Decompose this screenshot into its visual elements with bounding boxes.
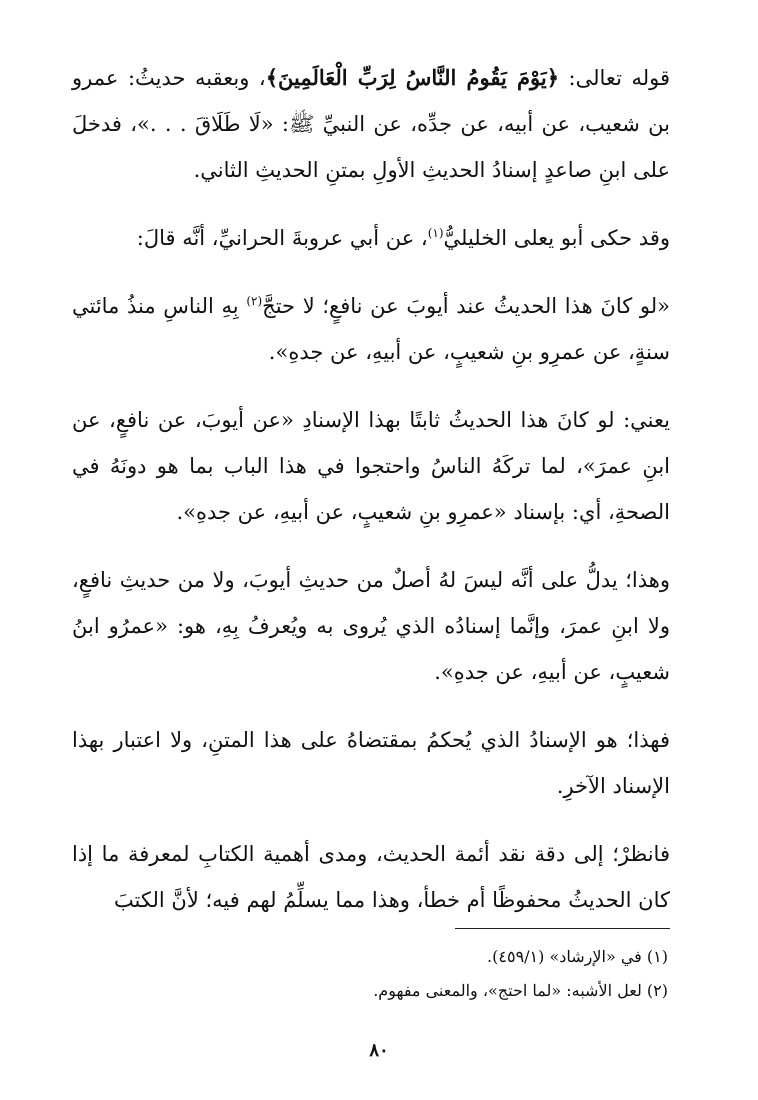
paragraph-7: فانظرْ؛ إلى دقة نقد أئمة الحديث، ومدى أهمية الكتابِ لمعرفة ما إذا كان الحديثُ محفوظًا أم خطأ، وهذا مما يسلِّمُ لهم فيه؛ لأنَّ الكتبَ [72, 842, 670, 912]
paragraph-2 [72, 215, 670, 261]
paragraph-6: فهذا؛ هو الإسنادُ الذي يُحكمُ بمقتضاهُ على هذا المتنِ، ولا اعتبار بهذا الإسناد الآخرِ. [72, 728, 670, 798]
paragraph-1 [72, 55, 670, 193]
footnote-2: (٢) لعل الأشبه: «لما احتج»، والمعنى مفهوم. [373, 981, 668, 1000]
page-number: ٨٠ [369, 1040, 389, 1061]
paragraph-1-before: قوله تعالى: [559, 66, 670, 90]
footnotes [108, 940, 668, 1008]
paragraph-3-before: «لو كانَ هذا الحديثُ عند أيوبَ عن نافعٍ؛ لا حتجَّ [262, 294, 670, 318]
footnote-1: (١) في «الإرشاد» (٤٥٩/١). [487, 947, 668, 966]
quran-verse: ﴿يَوْمَ يَقُومُ النَّاسُ لِرَبِّ الْعَالَمِينَ﴾ [265, 65, 560, 90]
paragraph-2-after: ، عن أبي عروبةَ الحرانيِّ، أنَّه قالَ: [136, 226, 428, 250]
paragraph-3 [72, 283, 670, 375]
paragraph-5: وهذا؛ يدلُّ على أنَّه ليسَ لهُ أصلٌ من حديثِ أيوبَ، ولا من حديثِ نافعٍ، ولا ابنِ عمرَ، وإنَّما إسنادُه الذي يُروى به ويُعرفُ بِهِ، هو: «عمرُو ابنُ شعيبٍ، عن أبيهِ، عن جدهِ». [72, 568, 670, 684]
paragraph-1-after: ، وبعقبه حديثُ: عمرو بن شعيب، عن أبيه، عن جدِّه، عن النبيِّ ﷺ: «لَا طَلَاقَ . . .»، فدخلَ على ابنِ صاعدٍ إسنادُ الحديثِ الأولِ بمتنِ الحديثِ الثاني. [72, 66, 670, 182]
footnote-ref-2: (٢) [246, 294, 263, 308]
paragraph-2-before: وقد حكى أبو يعلى الخليليُّ [443, 226, 670, 250]
footnote-divider [455, 928, 670, 929]
paragraph-3-after: بِهِ الناسِ منذُ مائتي سنةٍ، عن عمرِو بنِ شعيبٍ، عن أبيهِ، عن جدهِ». [72, 294, 670, 364]
footnote-ref-1: (١) [427, 226, 444, 240]
main-text [72, 55, 670, 923]
paragraph-4: يعني: لو كانَ هذا الحديثُ ثابتًا بهذا الإسنادِ «عن أيوبَ، عن نافعٍ، عن ابنِ عمرَ»، لما تركَهُ الناسُ واحتجوا في هذا الباب بما هو دونَهُ في الصحةِ، أي: بإسناد «عمرِو بنِ شعيبٍ، عن أبيهِ، عن جدهِ». [72, 408, 670, 524]
